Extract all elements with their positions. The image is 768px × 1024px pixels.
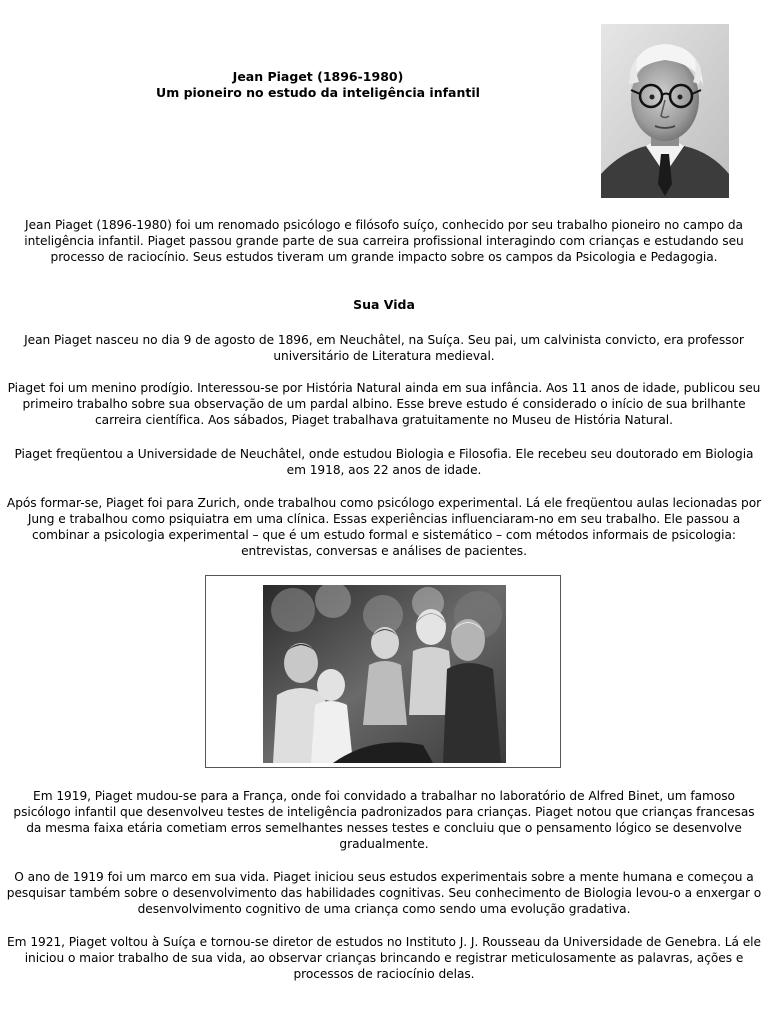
paragraph-zurich: Após formar-se, Piaget foi para Zurich, onde trabalhou como psicólogo experimental. Lá ele freqüentou aulas lecionadas por Jung e trabalhou como psiquiatra em uma clínica. Essas experiências influenciaram-no em seu trabalho. Ele passou a combinar a psicologia experimental – que é um estudo formal e sistemático – com métodos informais de psicologia: entrevistas, conversas e análises de pacientes.: [6, 496, 762, 558]
section-heading-sua-vida: Sua Vida: [353, 297, 415, 312]
paragraph-1919: O ano de 1919 foi um marco em sua vida. Piaget iniciou seus estudos experimentais sobre a mente humana e começou a pesquisar também sobre o desenvolvimento das habilidades cognitivas. Seu conhecimento de Biologia levou-o a enxergar o desenvolvimento cognitivo de uma criança como sendo uma evolução gradativa.: [6, 870, 762, 916]
page-title: [120, 69, 516, 101]
portrait-illustration: [601, 24, 729, 198]
title-line-name: Jean Piaget (1896-1980): [232, 69, 404, 84]
family-photo-frame: [205, 575, 561, 768]
portrait-photo: [601, 24, 729, 198]
title-line-subtitle: Um pioneiro no estudo da inteligência infantil: [156, 85, 480, 100]
paragraph-university: Piaget freqüentou a Universidade de Neuchâtel, onde estudou Biologia e Filosofia. Ele recebeu seu doutorado em Biologia em 1918, aos 22 anos de idade.: [14, 447, 754, 477]
paragraph-prodigy: Piaget foi um menino prodígio. Interessou-se por História Natural ainda em sua infância. Aos 11 anos de idade, publicou seu primeiro trabalho sobre sua observação de um pardal albino. Esse breve estudo é considerado o início de sua brilhante carreira científica. Aos sábados, Piaget trabalhava gratuitamente no Museu de História Natural.: [7, 381, 761, 427]
paragraph-france: Em 1919, Piaget mudou-se para a França, onde foi convidado a trabalhar no laboratório de Alfred Binet, um famoso psicólogo infantil que desenvolveu testes de inteligência padronizados para crianças. Piaget notou que crianças francesas da mesma faixa etária cometiam erros semelhantes nesses testes e concluiu que o pensamento lógico se desenvolve gradualmente.: [13, 789, 755, 851]
paragraph-1921: Em 1921, Piaget voltou à Suíça e tornou-se diretor de estudos no Instituto J. J. Rousseau da Universidade de Genebra. Lá ele iniciou o maior trabalho de sua vida, ao observar crianças brincando e registrar meticulosamente as palavras, ações e processos de raciocínio delas.: [7, 935, 761, 981]
paragraph-birth: Jean Piaget nasceu no dia 9 de agosto de 1896, em Neuchâtel, na Suíça. Seu pai, um calvinista convicto, era professor universitário de Literatura medieval.: [24, 333, 744, 363]
family-photo-illustration: [263, 585, 506, 763]
family-photo: [263, 585, 506, 763]
intro-paragraph: Jean Piaget (1896-1980) foi um renomado psicólogo e filósofo suíço, conhecido por seu trabalho pioneiro no campo da inteligência infantil. Piaget passou grande parte de sua carreira profissional interagindo com crianças e estudando seu processo de raciocínio. Seus estudos tiveram um grande impacto sobre os campos da Psicologia e Pedagogia.: [24, 218, 744, 264]
